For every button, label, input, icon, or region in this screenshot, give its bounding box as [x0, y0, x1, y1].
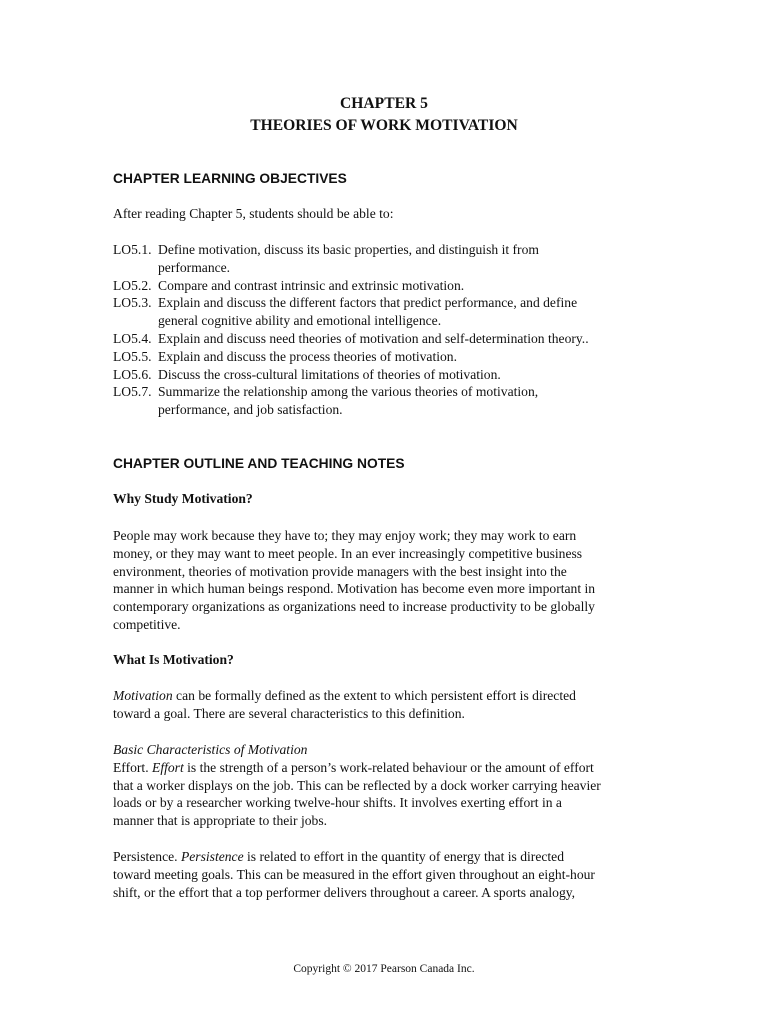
objective-item — [113, 330, 673, 348]
learning-objectives-heading: CHAPTER LEARNING OBJECTIVES — [113, 171, 347, 186]
copyright-footer: Copyright © 2017 Pearson Canada Inc. — [293, 963, 475, 975]
objective-item — [113, 241, 673, 277]
outline-heading: CHAPTER OUTLINE AND TEACHING NOTES — [113, 456, 405, 471]
persistence-term: Persistence — [180, 849, 244, 864]
paragraph-line — [113, 848, 658, 866]
chapter-number: CHAPTER 5 — [340, 95, 428, 112]
what-is-heading: What Is Motivation? — [113, 652, 234, 667]
objective-code: LO5.7. — [113, 384, 152, 400]
objective-code: LO5.3. — [113, 295, 152, 311]
paragraph-line: competitive. — [113, 616, 181, 632]
objective-code: LO5.2. — [113, 277, 152, 293]
persistence-paragraph — [113, 848, 658, 901]
motivation-term: Motivation — [113, 688, 173, 703]
objective-item — [113, 383, 673, 419]
learning-objectives-list — [113, 241, 673, 419]
objective-text: Discuss the cross-cultural limitations of theories of motivation. — [158, 366, 501, 382]
objective-code: LO5.1. — [113, 242, 152, 257]
objective-item — [113, 277, 673, 295]
paragraph-line: toward meeting goals. This can be measured in the effort given throughout an eight-hour — [113, 866, 595, 882]
paragraph-line — [113, 687, 658, 705]
objective-text: Compare and contrast intrinsic and extrinsic motivation. — [158, 277, 465, 293]
persistence-lead: Persistence. — [113, 849, 181, 864]
paragraph-line — [113, 759, 658, 777]
objective-text: Explain and discuss need theories of motivation and self-determination theory.. — [158, 330, 589, 346]
paragraph-line: environment, theories of motivation provide managers with the best insight into the — [113, 563, 567, 579]
objective-text: Define motivation, discuss its basic properties, and distinguish it from — [158, 242, 539, 257]
objective-text: Explain and discuss the different factors that predict performance, and define — [158, 295, 578, 311]
objective-text-continued: performance. — [158, 259, 231, 275]
chapter-title: THEORIES OF WORK MOTIVATION — [250, 117, 518, 134]
objective-item — [113, 294, 673, 330]
paragraph-line: manner in which human beings respond. Motivation has become even more important in — [113, 581, 596, 597]
paragraph-line: toward a goal. There are several characteristics to this definition. — [113, 705, 465, 721]
objective-code: LO5.4. — [113, 330, 152, 346]
paragraph-line: contemporary organizations as organizations need to increase productivity to be globally — [113, 599, 595, 615]
objective-text-continued: general cognitive ability and emotional intelligence. — [158, 313, 442, 329]
effort-text: is the strength of a person’s work-related behaviour or the amount of effort — [183, 759, 594, 775]
objective-code: LO5.5. — [113, 348, 152, 364]
paragraph-line: manner that is appropriate to their jobs. — [113, 813, 328, 829]
paragraph-line: that a worker displays on the job. This can be reflected by a dock worker carrying heavier — [113, 777, 601, 793]
definition-text: can be formally defined as the extent to which persistent effort is directed — [172, 688, 576, 703]
objective-text-continued: performance, and job satisfaction. — [158, 402, 343, 418]
objectives-intro-text: After reading Chapter 5, students should be able to: — [113, 206, 394, 221]
basic-characteristics-block — [113, 741, 658, 830]
objective-item — [113, 348, 673, 366]
persistence-text: is related to effort in the quantity of energy that is directed — [243, 849, 564, 864]
effort-lead: Effort. — [113, 759, 153, 775]
objective-item — [113, 366, 673, 384]
why-study-paragraph — [113, 527, 658, 634]
objective-text: Summarize the relationship among the various theories of motivation, — [158, 384, 539, 400]
what-is-paragraph — [113, 687, 658, 723]
paragraph-line: People may work because they have to; they may enjoy work; they may work to earn — [113, 528, 577, 543]
basic-characteristics-heading: Basic Characteristics of Motivation — [113, 742, 308, 757]
chapter-heading — [0, 93, 768, 137]
objective-text: Explain and discuss the process theories of motivation. — [158, 348, 458, 364]
paragraph-line: money, or they may want to meet people. In an ever increasingly competitive business — [113, 545, 583, 561]
objectives-intro — [113, 205, 658, 223]
objective-code: LO5.6. — [113, 366, 152, 382]
paragraph-line: loads or by a researcher working twelve-hour shifts. It involves exerting effort in a — [113, 795, 562, 811]
effort-term: Effort — [152, 759, 184, 775]
why-study-heading: Why Study Motivation? — [113, 491, 253, 506]
paragraph-line: shift, or the effort that a top performer delivers throughout a career. A sports analogy, — [113, 884, 576, 900]
